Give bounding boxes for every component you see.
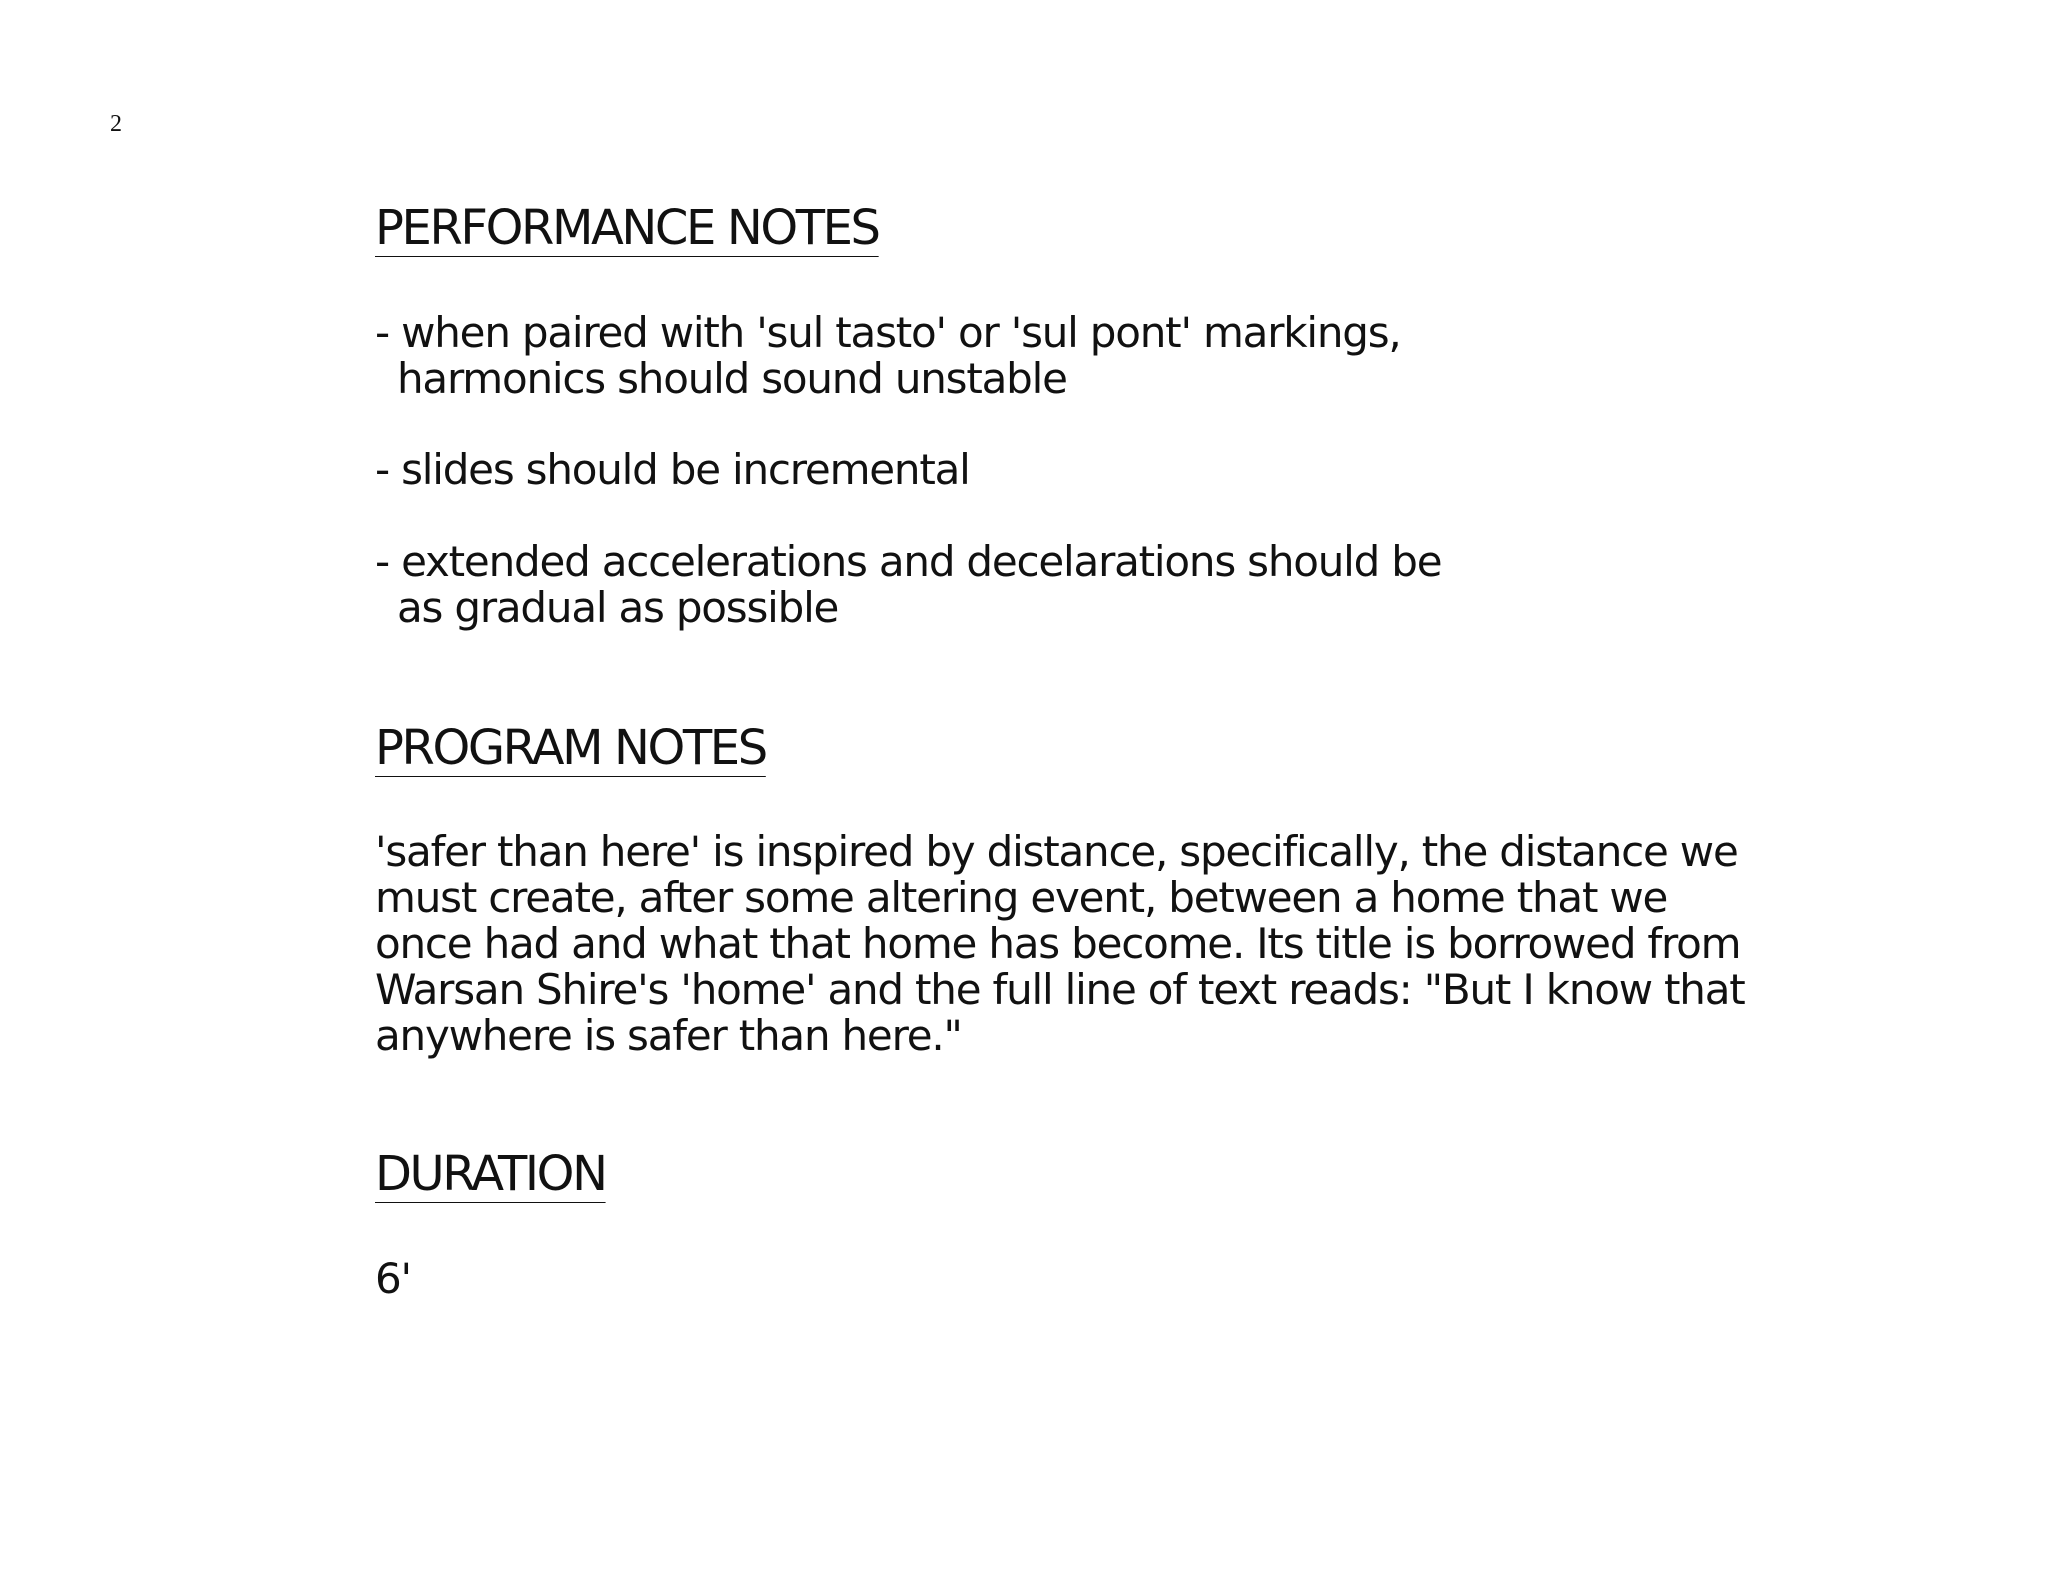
performance-note-accelerations — [375, 539, 1441, 631]
program-line: 'safer than here' is inspired by distance, specifically, the distance we — [375, 827, 1738, 876]
note-line: - when paired with 'sul tasto' or 'sul pont' markings, — [375, 308, 1401, 357]
program-line: anywhere is safer than here." — [375, 1011, 962, 1060]
note-line: as gradual as possible — [397, 583, 839, 632]
performance-notes-heading: PERFORMANCE NOTES — [375, 200, 879, 256]
program-line: once had and what that home has become. Its title is borrowed from — [375, 919, 1741, 968]
duration-heading: DURATION — [375, 1146, 606, 1202]
program-notes-heading: PROGRAM NOTES — [375, 720, 766, 776]
page-number: 2 — [110, 111, 122, 137]
performance-note-harmonics — [375, 310, 1401, 402]
program-line: must create, after some altering event, between a home that we — [375, 873, 1668, 922]
note-line: harmonics should sound unstable — [397, 354, 1067, 403]
performance-note-slides — [375, 447, 970, 493]
program-line: Warsan Shire's 'home' and the full line of text reads: "But I know that — [375, 965, 1745, 1014]
duration-value: 6' — [375, 1254, 411, 1303]
note-line: - slides should be incremental — [375, 445, 970, 494]
note-line: - extended accelerations and decelarations should be — [375, 537, 1442, 586]
program-notes-text — [375, 829, 1745, 1059]
